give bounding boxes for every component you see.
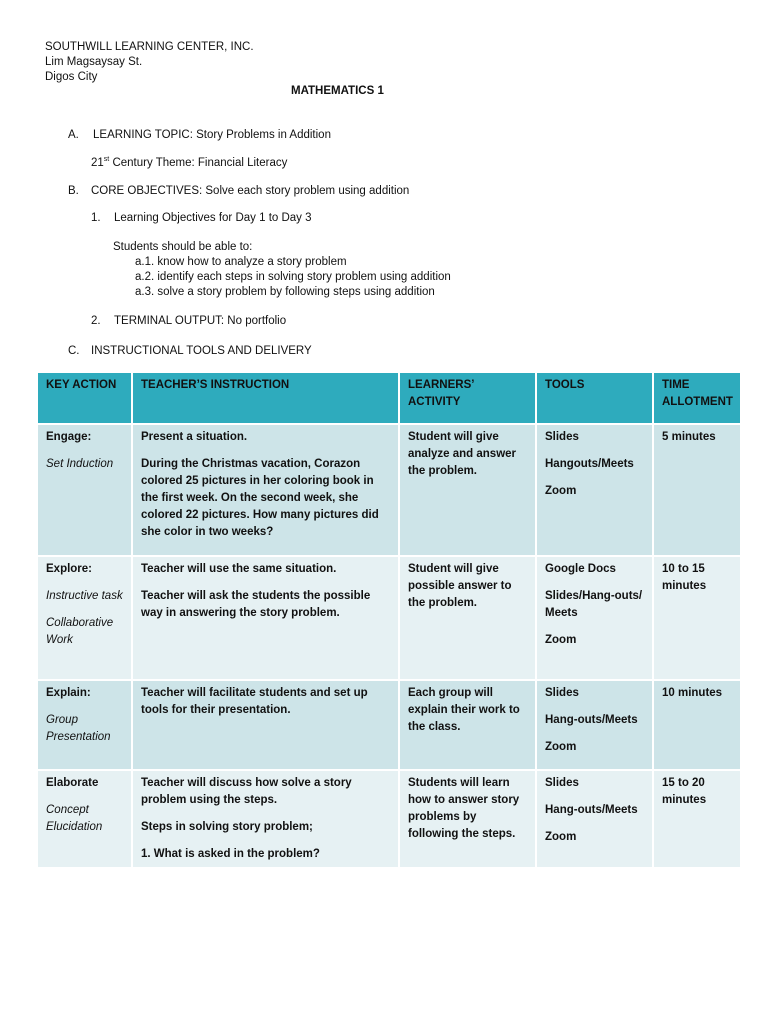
teacher-instruction-cell — [132, 424, 399, 556]
instructional-tools-heading: INSTRUCTIONAL TOOLS AND DELIVERY — [91, 345, 312, 357]
table-row — [37, 680, 741, 770]
learners-activity-cell — [399, 680, 536, 770]
school-city: Digos City — [45, 71, 98, 83]
objective-2-marker: 2. — [91, 315, 101, 327]
tools-cell — [536, 424, 653, 556]
teacher-instruction-cell — [132, 680, 399, 770]
learners-activity-cell — [399, 424, 536, 556]
header-learners-activity: LEARNERS’ ACTIVITY — [399, 372, 536, 424]
time-text: 5 minutes — [662, 431, 716, 443]
tool-item: Slides/Hang-outs/ Meets — [545, 590, 643, 619]
learner-text: Students will learn how to answer story problems by following the steps. — [408, 777, 520, 840]
teacher-text: During the Christmas vacation, Corazon colored 25 pictures in her coloring book in the first week. On the second week, she colored 22 pictures. How many pictures did she color in two weeks? — [141, 458, 379, 538]
objective-1-marker: 1. — [91, 212, 101, 224]
table-row — [37, 424, 741, 556]
teacher-text: Teacher will discuss how solve a story problem using the steps. — [141, 777, 352, 806]
learning-topic: LEARNING TOPIC: Story Problems in Addition — [93, 129, 331, 141]
table-row — [37, 770, 741, 868]
key-action-cell — [37, 424, 132, 556]
students-able-to: Students should be able to: — [113, 241, 253, 253]
objective-a3: a.3. solve a story problem by following steps using addition — [135, 286, 435, 298]
tools-cell — [536, 680, 653, 770]
tool-item: Hang-outs/Meets — [545, 714, 638, 726]
school-name: SOUTHWILL LEARNING CENTER, INC. — [45, 41, 254, 53]
key-action-label: Elaborate — [46, 777, 99, 789]
time-cell — [653, 680, 741, 770]
tool-item: Hangouts/Meets — [545, 458, 634, 470]
tool-item: Google Docs — [545, 563, 616, 575]
header-teacher-instruction: TEACHER’S INSTRUCTION — [132, 372, 399, 424]
school-street: Lim Magsaysay St. — [45, 56, 143, 68]
tool-item: Zoom — [545, 741, 577, 753]
teacher-instruction-cell — [132, 556, 399, 680]
time-cell — [653, 424, 741, 556]
teacher-text: Present a situation. — [141, 431, 248, 443]
learner-text: Each group will explain their work to the class. — [408, 687, 520, 733]
theme-ordinal: st — [103, 156, 110, 164]
key-action-cell — [37, 770, 132, 868]
key-action-cell — [37, 680, 132, 770]
teacher-text: Teacher will facilitate students and set up tools for their presentation. — [141, 687, 368, 716]
tool-item: Zoom — [545, 485, 577, 497]
time-text: 10 to 15 minutes — [662, 563, 707, 592]
section-a-marker: A. — [68, 129, 79, 141]
header-tools: TOOLS — [536, 372, 653, 424]
learners-activity-cell — [399, 770, 536, 868]
table-row — [37, 556, 741, 680]
time-cell — [653, 556, 741, 680]
time-cell — [653, 770, 741, 868]
teacher-text: 1. What is asked in the problem? — [141, 848, 320, 860]
key-action-sub: Set Induction — [46, 458, 114, 470]
header-time-allotment: TIME ALLOTMENT — [653, 372, 741, 424]
learning-objectives-heading: Learning Objectives for Day 1 to Day 3 — [114, 212, 312, 224]
section-c-marker: C. — [68, 345, 80, 357]
instruction-table — [36, 371, 742, 869]
key-action-label: Explore: — [46, 563, 93, 575]
teacher-text: Steps in solving story problem; — [141, 821, 313, 833]
key-action-sub: Group Presentation — [46, 714, 111, 743]
tool-item: Zoom — [545, 634, 577, 646]
tools-cell — [536, 770, 653, 868]
century-theme — [91, 156, 287, 170]
teacher-text: Teacher will use the same situation. — [141, 563, 337, 575]
key-action-label: Engage: — [46, 431, 92, 443]
key-action-cell — [37, 556, 132, 680]
header-key-action: KEY ACTION — [37, 372, 132, 424]
terminal-output: TERMINAL OUTPUT: No portfolio — [114, 315, 287, 327]
table-header-row — [37, 372, 741, 424]
key-action-label: Explain: — [46, 687, 91, 699]
tools-cell — [536, 556, 653, 680]
teacher-instruction-cell — [132, 770, 399, 868]
section-b-marker: B. — [68, 185, 79, 197]
learner-text: Student will give analyze and answer the problem. — [408, 431, 517, 477]
tool-item: Hang-outs/Meets — [545, 804, 638, 816]
key-action-sub: Collaborative Work — [46, 617, 114, 646]
tool-item: Slides — [545, 777, 579, 789]
learners-activity-cell — [399, 556, 536, 680]
tool-item: Slides — [545, 687, 579, 699]
key-action-sub: Concept Elucidation — [46, 804, 103, 833]
time-text: 15 to 20 minutes — [662, 777, 707, 806]
theme-number: 21 — [91, 157, 104, 169]
time-text: 10 minutes — [662, 687, 723, 699]
teacher-text: Teacher will ask the students the possible way in answering the story problem. — [141, 590, 371, 619]
key-action-sub: Instructive task — [46, 590, 123, 602]
core-objectives: CORE OBJECTIVES: Solve each story problem using addition — [91, 185, 410, 197]
theme-text: Century Theme: Financial Literacy — [109, 157, 288, 169]
tool-item: Zoom — [545, 831, 577, 843]
objective-a2: a.2. identify each steps in solving story problem using addition — [135, 271, 451, 283]
learner-text: Student will give possible answer to the problem. — [408, 563, 512, 609]
subject-title: MATHEMATICS 1 — [291, 85, 384, 97]
tool-item: Slides — [545, 431, 579, 443]
objective-a1: a.1. know how to analyze a story problem — [135, 256, 347, 268]
